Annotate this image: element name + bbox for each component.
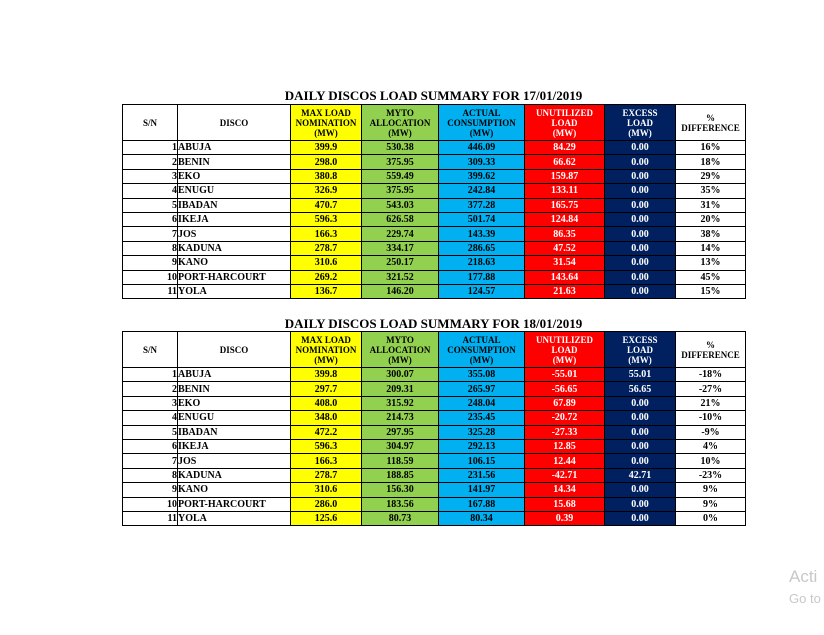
cell-max-load: 399.8 xyxy=(291,368,362,382)
cell-disco: PORT-HARCOURT xyxy=(178,497,291,511)
cell-excess-load: 0.00 xyxy=(605,141,676,155)
header-actual-consumption xyxy=(439,332,525,368)
header-max-load-line-3: (MW) xyxy=(314,127,338,138)
cell-disco: EKO xyxy=(178,396,291,410)
cell-myto-allocation: 188.85 xyxy=(362,468,439,482)
cell-max-load: 470.7 xyxy=(291,198,362,212)
header-actual-consumption-line-3: (MW) xyxy=(469,354,494,365)
header-sn: S/N xyxy=(123,332,178,368)
cell-percent-difference: 10% xyxy=(676,454,746,468)
cell-excess-load: 0.00 xyxy=(605,483,676,497)
cell-myto-allocation: 375.95 xyxy=(362,155,439,169)
cell-disco: JOS xyxy=(178,454,291,468)
cell-percent-difference: 14% xyxy=(676,241,746,255)
cell-actual-consumption: 106.15 xyxy=(439,454,525,468)
cell-disco: KANO xyxy=(178,483,291,497)
table-row xyxy=(123,497,746,511)
header-max-load-line-1: MAX LOAD xyxy=(301,107,351,118)
cell-actual-consumption: 355.08 xyxy=(439,368,525,382)
cell-excess-load: 0.00 xyxy=(605,227,676,241)
header-percent-difference-line-2: DIFFERENCE xyxy=(681,349,740,360)
table-row xyxy=(123,227,746,241)
cell-percent-difference: 4% xyxy=(676,439,746,453)
cell-sn: 6 xyxy=(123,439,178,453)
cell-myto-allocation: 297.95 xyxy=(362,425,439,439)
cell-sn: 8 xyxy=(123,241,178,255)
page-title-2: DAILY DISCOS LOAD SUMMARY FOR 18/01/2019 xyxy=(284,316,583,331)
header-max-load-line-1: MAX LOAD xyxy=(301,334,351,345)
table-row xyxy=(123,368,746,382)
cell-unutilized-load: 15.68 xyxy=(525,497,605,511)
cell-percent-difference: 29% xyxy=(676,169,746,183)
cell-excess-load: 0.00 xyxy=(605,454,676,468)
cell-max-load: 596.3 xyxy=(291,439,362,453)
cell-unutilized-load: 0.39 xyxy=(525,511,605,525)
cell-myto-allocation: 183.56 xyxy=(362,497,439,511)
cell-max-load: 326.9 xyxy=(291,184,362,198)
cell-percent-difference: -10% xyxy=(676,411,746,425)
cell-unutilized-load: 14.34 xyxy=(525,483,605,497)
header-percent-difference-line-1: % xyxy=(706,339,715,350)
cell-sn: 7 xyxy=(123,454,178,468)
cell-max-load: 310.6 xyxy=(291,256,362,270)
cell-sn: 9 xyxy=(123,483,178,497)
table-row xyxy=(123,284,746,298)
cell-excess-load: 0.00 xyxy=(605,184,676,198)
cell-percent-difference: 45% xyxy=(676,270,746,284)
table-row xyxy=(123,468,746,482)
cell-percent-difference: 20% xyxy=(676,212,746,226)
cell-actual-consumption: 377.28 xyxy=(439,198,525,212)
cell-myto-allocation: 118.59 xyxy=(362,454,439,468)
cell-unutilized-load: 12.44 xyxy=(525,454,605,468)
cell-sn: 11 xyxy=(123,511,178,525)
cell-max-load: 166.3 xyxy=(291,454,362,468)
cell-percent-difference: 31% xyxy=(676,198,746,212)
header-max-load xyxy=(291,105,362,141)
header-excess-load xyxy=(605,332,676,368)
cell-excess-load: 0.00 xyxy=(605,198,676,212)
cell-max-load: 269.2 xyxy=(291,270,362,284)
cell-percent-difference: 9% xyxy=(676,497,746,511)
cell-actual-consumption: 167.88 xyxy=(439,497,525,511)
header-myto-allocation-line-2: ALLOCATION xyxy=(369,117,431,128)
cell-unutilized-load: 66.62 xyxy=(525,155,605,169)
cell-myto-allocation: 214.73 xyxy=(362,411,439,425)
cell-unutilized-load: 84.29 xyxy=(525,141,605,155)
cell-actual-consumption: 292.13 xyxy=(439,439,525,453)
cell-disco: IBADAN xyxy=(178,425,291,439)
cell-max-load: 380.8 xyxy=(291,169,362,183)
cell-max-load: 348.0 xyxy=(291,411,362,425)
cell-myto-allocation: 250.17 xyxy=(362,256,439,270)
cell-max-load: 399.9 xyxy=(291,141,362,155)
header-myto-allocation-line-1: MYTO xyxy=(386,334,414,345)
cell-max-load: 278.7 xyxy=(291,241,362,255)
cell-disco: IBADAN xyxy=(178,198,291,212)
cell-unutilized-load: 67.89 xyxy=(525,396,605,410)
cell-max-load: 125.6 xyxy=(291,511,362,525)
cell-max-load: 310.6 xyxy=(291,483,362,497)
cell-actual-consumption: 286.65 xyxy=(439,241,525,255)
cell-myto-allocation: 321.52 xyxy=(362,270,439,284)
cell-sn: 11 xyxy=(123,284,178,298)
cell-max-load: 136.7 xyxy=(291,284,362,298)
cell-unutilized-load: 12.85 xyxy=(525,439,605,453)
cell-sn: 10 xyxy=(123,270,178,284)
cell-actual-consumption: 399.62 xyxy=(439,169,525,183)
cell-actual-consumption: 231.56 xyxy=(439,468,525,482)
header-myto-allocation-line-3: (MW) xyxy=(388,354,412,365)
cell-actual-consumption: 309.33 xyxy=(439,155,525,169)
header-myto-allocation xyxy=(362,332,439,368)
cell-max-load: 286.0 xyxy=(291,497,362,511)
cell-max-load: 166.3 xyxy=(291,227,362,241)
cell-excess-load: 0.00 xyxy=(605,411,676,425)
cell-unutilized-load: 47.52 xyxy=(525,241,605,255)
header-unutilized-load-line-3: (MW) xyxy=(552,127,577,138)
cell-myto-allocation: 334.17 xyxy=(362,241,439,255)
header-actual-consumption-line-1: ACTUAL xyxy=(462,334,501,345)
cell-sn: 10 xyxy=(123,497,178,511)
header-myto-allocation xyxy=(362,105,439,141)
cell-actual-consumption: 218.63 xyxy=(439,256,525,270)
cell-percent-difference: 38% xyxy=(676,227,746,241)
cell-percent-difference: -18% xyxy=(676,368,746,382)
table-row xyxy=(123,454,746,468)
cell-unutilized-load: 86.35 xyxy=(525,227,605,241)
cell-sn: 6 xyxy=(123,212,178,226)
cell-myto-allocation: 375.95 xyxy=(362,184,439,198)
page-title-1: DAILY DISCOS LOAD SUMMARY FOR 17/01/2019 xyxy=(284,88,583,103)
table-row xyxy=(123,155,746,169)
cell-unutilized-load: 31.54 xyxy=(525,256,605,270)
cell-disco: JOS xyxy=(178,227,291,241)
cell-percent-difference: -9% xyxy=(676,425,746,439)
header-row xyxy=(123,332,746,368)
cell-disco: PORT-HARCOURT xyxy=(178,270,291,284)
header-actual-consumption-line-1: ACTUAL xyxy=(462,107,501,118)
table-row xyxy=(123,396,746,410)
cell-max-load: 472.2 xyxy=(291,425,362,439)
header-max-load-line-3: (MW) xyxy=(314,354,338,365)
header-excess-load-line-2: LOAD xyxy=(626,117,653,128)
cell-sn: 4 xyxy=(123,184,178,198)
cell-max-load: 596.3 xyxy=(291,212,362,226)
cell-sn: 2 xyxy=(123,155,178,169)
cell-excess-load: 42.71 xyxy=(605,468,676,482)
cell-max-load: 278.7 xyxy=(291,468,362,482)
cell-sn: 7 xyxy=(123,227,178,241)
cell-disco: YOLA xyxy=(178,511,291,525)
cell-excess-load: 0.00 xyxy=(605,497,676,511)
cell-actual-consumption: 248.04 xyxy=(439,396,525,410)
cell-unutilized-load: 133.11 xyxy=(525,184,605,198)
table-row xyxy=(123,439,746,453)
cell-disco: IKEJA xyxy=(178,212,291,226)
cell-unutilized-load: -27.33 xyxy=(525,425,605,439)
cell-disco: KADUNA xyxy=(178,241,291,255)
cell-unutilized-load: 21.63 xyxy=(525,284,605,298)
cell-max-load: 297.7 xyxy=(291,382,362,396)
table-row xyxy=(123,198,746,212)
cell-myto-allocation: 80.73 xyxy=(362,511,439,525)
summary-table-1 xyxy=(122,104,746,299)
cell-disco: ABUJA xyxy=(178,368,291,382)
cell-unutilized-load: 143.64 xyxy=(525,270,605,284)
cell-myto-allocation: 146.20 xyxy=(362,284,439,298)
header-myto-allocation-line-3: (MW) xyxy=(388,127,412,138)
cell-disco: BENIN xyxy=(178,382,291,396)
table-row xyxy=(123,241,746,255)
cell-excess-load: 55.01 xyxy=(605,368,676,382)
cell-excess-load: 0.00 xyxy=(605,396,676,410)
cell-excess-load: 0.00 xyxy=(605,270,676,284)
cell-excess-load: 0.00 xyxy=(605,425,676,439)
cell-sn: 9 xyxy=(123,256,178,270)
header-actual-consumption-line-2: CONSUMPTION xyxy=(447,117,516,128)
cell-excess-load: 0.00 xyxy=(605,511,676,525)
cell-percent-difference: 9% xyxy=(676,483,746,497)
cell-percent-difference: 35% xyxy=(676,184,746,198)
cell-excess-load: 0.00 xyxy=(605,439,676,453)
cell-actual-consumption: 141.97 xyxy=(439,483,525,497)
table-row xyxy=(123,256,746,270)
cell-sn: 2 xyxy=(123,382,178,396)
cell-disco: IKEJA xyxy=(178,439,291,453)
cell-excess-load: 0.00 xyxy=(605,256,676,270)
cell-disco: ABUJA xyxy=(178,141,291,155)
cell-unutilized-load: 165.75 xyxy=(525,198,605,212)
header-excess-load-line-1: EXCESS xyxy=(622,107,658,118)
cell-myto-allocation: 209.31 xyxy=(362,382,439,396)
cell-disco: KADUNA xyxy=(178,468,291,482)
cell-percent-difference: 0% xyxy=(676,511,746,525)
cell-sn: 8 xyxy=(123,468,178,482)
cell-actual-consumption: 265.97 xyxy=(439,382,525,396)
table-row xyxy=(123,212,746,226)
cell-unutilized-load: 124.84 xyxy=(525,212,605,226)
header-excess-load-line-2: LOAD xyxy=(626,344,653,355)
header-max-load-line-2: NOMINATION xyxy=(295,344,357,355)
header-actual-consumption-line-2: CONSUMPTION xyxy=(447,344,516,355)
cell-percent-difference: -27% xyxy=(676,382,746,396)
cell-myto-allocation: 315.92 xyxy=(362,396,439,410)
cell-actual-consumption: 446.09 xyxy=(439,141,525,155)
cell-unutilized-load: -55.01 xyxy=(525,368,605,382)
table-row xyxy=(123,511,746,525)
cell-sn: 5 xyxy=(123,425,178,439)
cell-max-load: 298.0 xyxy=(291,155,362,169)
cell-excess-load: 0.00 xyxy=(605,241,676,255)
cell-actual-consumption: 80.34 xyxy=(439,511,525,525)
table-row xyxy=(123,270,746,284)
header-unutilized-load xyxy=(525,332,605,368)
header-actual-consumption xyxy=(439,105,525,141)
header-percent-difference xyxy=(676,332,746,368)
cell-myto-allocation: 626.58 xyxy=(362,212,439,226)
header-actual-consumption-line-3: (MW) xyxy=(469,127,494,138)
cell-disco: BENIN xyxy=(178,155,291,169)
cell-excess-load: 56.65 xyxy=(605,382,676,396)
cell-actual-consumption: 235.45 xyxy=(439,411,525,425)
header-disco: DISCO xyxy=(178,332,291,368)
cell-percent-difference: 16% xyxy=(676,141,746,155)
cell-disco: ENUGU xyxy=(178,411,291,425)
cell-percent-difference: 18% xyxy=(676,155,746,169)
cell-disco: KANO xyxy=(178,256,291,270)
header-unutilized-load-line-2: LOAD xyxy=(551,344,578,355)
table-row xyxy=(123,169,746,183)
header-excess-load-line-1: EXCESS xyxy=(622,334,658,345)
cell-percent-difference: -23% xyxy=(676,468,746,482)
cell-actual-consumption: 501.74 xyxy=(439,212,525,226)
table-row xyxy=(123,425,746,439)
table-row xyxy=(123,382,746,396)
header-myto-allocation-line-2: ALLOCATION xyxy=(369,344,431,355)
cell-sn: 3 xyxy=(123,169,178,183)
header-unutilized-load-line-1: UNUTILIZED xyxy=(535,107,593,118)
cell-max-load: 408.0 xyxy=(291,396,362,410)
header-row xyxy=(123,105,746,141)
cell-actual-consumption: 177.88 xyxy=(439,270,525,284)
header-percent-difference xyxy=(676,105,746,141)
header-disco: DISCO xyxy=(178,105,291,141)
cell-sn: 1 xyxy=(123,141,178,155)
cell-actual-consumption: 242.84 xyxy=(439,184,525,198)
header-unutilized-load-line-1: UNUTILIZED xyxy=(535,334,593,345)
header-unutilized-load-line-3: (MW) xyxy=(552,354,577,365)
cell-sn: 3 xyxy=(123,396,178,410)
cell-percent-difference: 15% xyxy=(676,284,746,298)
cell-disco: YOLA xyxy=(178,284,291,298)
header-max-load-line-2: NOMINATION xyxy=(295,117,357,128)
header-sn: S/N xyxy=(123,105,178,141)
cell-sn: 1 xyxy=(123,368,178,382)
cell-sn: 5 xyxy=(123,198,178,212)
cell-excess-load: 0.00 xyxy=(605,212,676,226)
cell-myto-allocation: 543.03 xyxy=(362,198,439,212)
header-unutilized-load xyxy=(525,105,605,141)
cell-unutilized-load: -56.65 xyxy=(525,382,605,396)
cell-percent-difference: 21% xyxy=(676,396,746,410)
header-unutilized-load-line-2: LOAD xyxy=(551,117,578,128)
header-max-load xyxy=(291,332,362,368)
header-excess-load-line-3: (MW) xyxy=(628,354,652,365)
cell-unutilized-load: 159.87 xyxy=(525,169,605,183)
summary-table-2 xyxy=(122,331,746,526)
cell-disco: ENUGU xyxy=(178,184,291,198)
cell-excess-load: 0.00 xyxy=(605,169,676,183)
table-row xyxy=(123,483,746,497)
header-percent-difference-line-1: % xyxy=(706,112,715,123)
header-excess-load xyxy=(605,105,676,141)
cell-sn: 4 xyxy=(123,411,178,425)
cell-myto-allocation: 304.97 xyxy=(362,439,439,453)
cell-myto-allocation: 300.07 xyxy=(362,368,439,382)
cell-unutilized-load: -20.72 xyxy=(525,411,605,425)
table-row xyxy=(123,141,746,155)
cell-actual-consumption: 325.28 xyxy=(439,425,525,439)
activate-windows-subtext: Go to xyxy=(789,591,821,606)
cell-excess-load: 0.00 xyxy=(605,155,676,169)
table-row xyxy=(123,184,746,198)
cell-percent-difference: 13% xyxy=(676,256,746,270)
activate-windows-watermark: Acti xyxy=(789,567,818,586)
header-percent-difference-line-2: DIFFERENCE xyxy=(681,122,740,133)
cell-myto-allocation: 530.38 xyxy=(362,141,439,155)
cell-myto-allocation: 229.74 xyxy=(362,227,439,241)
cell-actual-consumption: 143.39 xyxy=(439,227,525,241)
cell-disco: EKO xyxy=(178,169,291,183)
table-row xyxy=(123,411,746,425)
cell-actual-consumption: 124.57 xyxy=(439,284,525,298)
header-excess-load-line-3: (MW) xyxy=(628,127,652,138)
cell-excess-load: 0.00 xyxy=(605,284,676,298)
cell-unutilized-load: -42.71 xyxy=(525,468,605,482)
header-myto-allocation-line-1: MYTO xyxy=(386,107,414,118)
cell-myto-allocation: 559.49 xyxy=(362,169,439,183)
cell-myto-allocation: 156.30 xyxy=(362,483,439,497)
